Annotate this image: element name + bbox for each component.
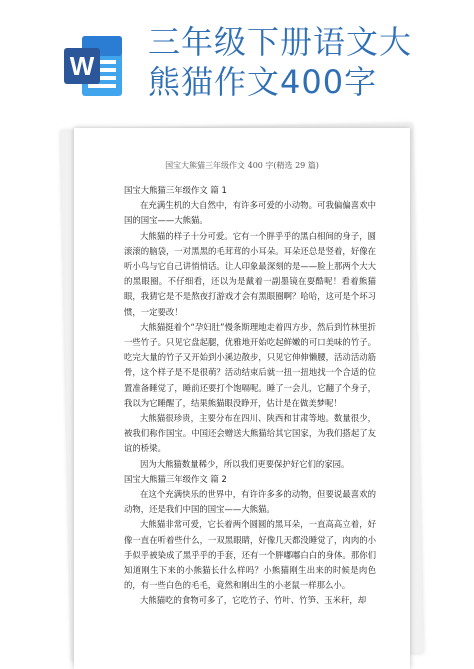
title-line-1: 三年级下册语文大 <box>148 23 413 61</box>
document-page <box>74 128 410 669</box>
paragraph: 大熊猫吃的食物可多了，它吃竹子、竹叶、竹笋、玉米秆，却 <box>140 595 367 606</box>
paragraph: 因为大熊猫数量稀少，所以我们更要保护好它们的家园。 <box>140 458 350 469</box>
paragraph: 在这个充满快乐的世界中，有许许多多的动物，但要说最喜欢的动物，还是我们中国的国宝——大熊猫。 <box>124 489 376 515</box>
paragraph: 大熊猫非常可爱，它长着两个圆圆的黑耳朵，一直高高立着，好像一直在听着些什么，一双黑眼睛，好像几天都没睡觉了，肉肉的小手似乎被染成了黑乎乎的手套，还有一个胖嘟嘟白白的身体。那你们知道刚生下来的小熊猫长什么样吗？小熊猫刚生出来的时候是肉色的，有一些白色的毛毛，竟然和刚出生的小老鼠一样那么小。 <box>124 519 376 591</box>
document-content <box>124 183 376 609</box>
word-logo-letter: W <box>69 51 95 81</box>
paragraph: 大熊猫挺着个“孕妇肚”慢条斯理地走着四方步，然后到竹林里折一些竹子。只见它盘起腿，优雅地开始吃起鲜嫩的可口美味的竹子。吃完大量的竹子又开始到小溪边散步，只见它伸伸懒腰，活动活动筋骨，这个样子是不是很萌？活动结束后就一扭一扭地找一个合适的位置准备睡觉了，睡前还要打个饱嗝呢。睡了一会儿，它翻了个身子，我以为它睡醒了，结果熊猫眼没睁开，估计是在做美梦呢！ <box>124 321 376 408</box>
word-document-icon <box>64 32 124 100</box>
page-title <box>148 22 468 102</box>
paragraph: 大熊猫很珍贵，主要分布在四川、陕西和甘肃等地。数量很少，被我们称作国宝。中国还会赠送大熊猫给其它国家，为我们搭起了友谊的桥梁。 <box>124 413 376 454</box>
document-header: 国宝大熊猫三年级作文 400 字(精选 29 篇) <box>165 161 319 170</box>
section-heading-1: 国宝大熊猫三年级作文 篇 1 <box>124 185 227 195</box>
title-line-2: 熊猫作文400字 <box>148 63 378 101</box>
section-heading-2: 国宝大熊猫三年级作文 篇 2 <box>124 473 227 484</box>
paragraph: 大熊猫的样子十分可爱。它有一个胖乎乎的黑白相间的身子，圆滚滚的脑袋，一对黑黑的毛茸茸的小耳朵。耳朵还总是竖着，好像在听小鸟与它自己讲悄悄话。让人印象最深刻的是——脸上那两个大大的黑眼圈。不仔细看，还以为是戴着一副墨镜在耍酷呢！看着熊猫眼，我猜它是不是熬夜打游戏才会有黑眼圈啊？哈哈，这可是个坏习惯，一定要改！ <box>124 230 376 317</box>
paragraph: 在充满生机的大自然中，有许多可爱的小动物。可我偏偏喜欢中国的国宝——大熊猫。 <box>124 200 376 226</box>
